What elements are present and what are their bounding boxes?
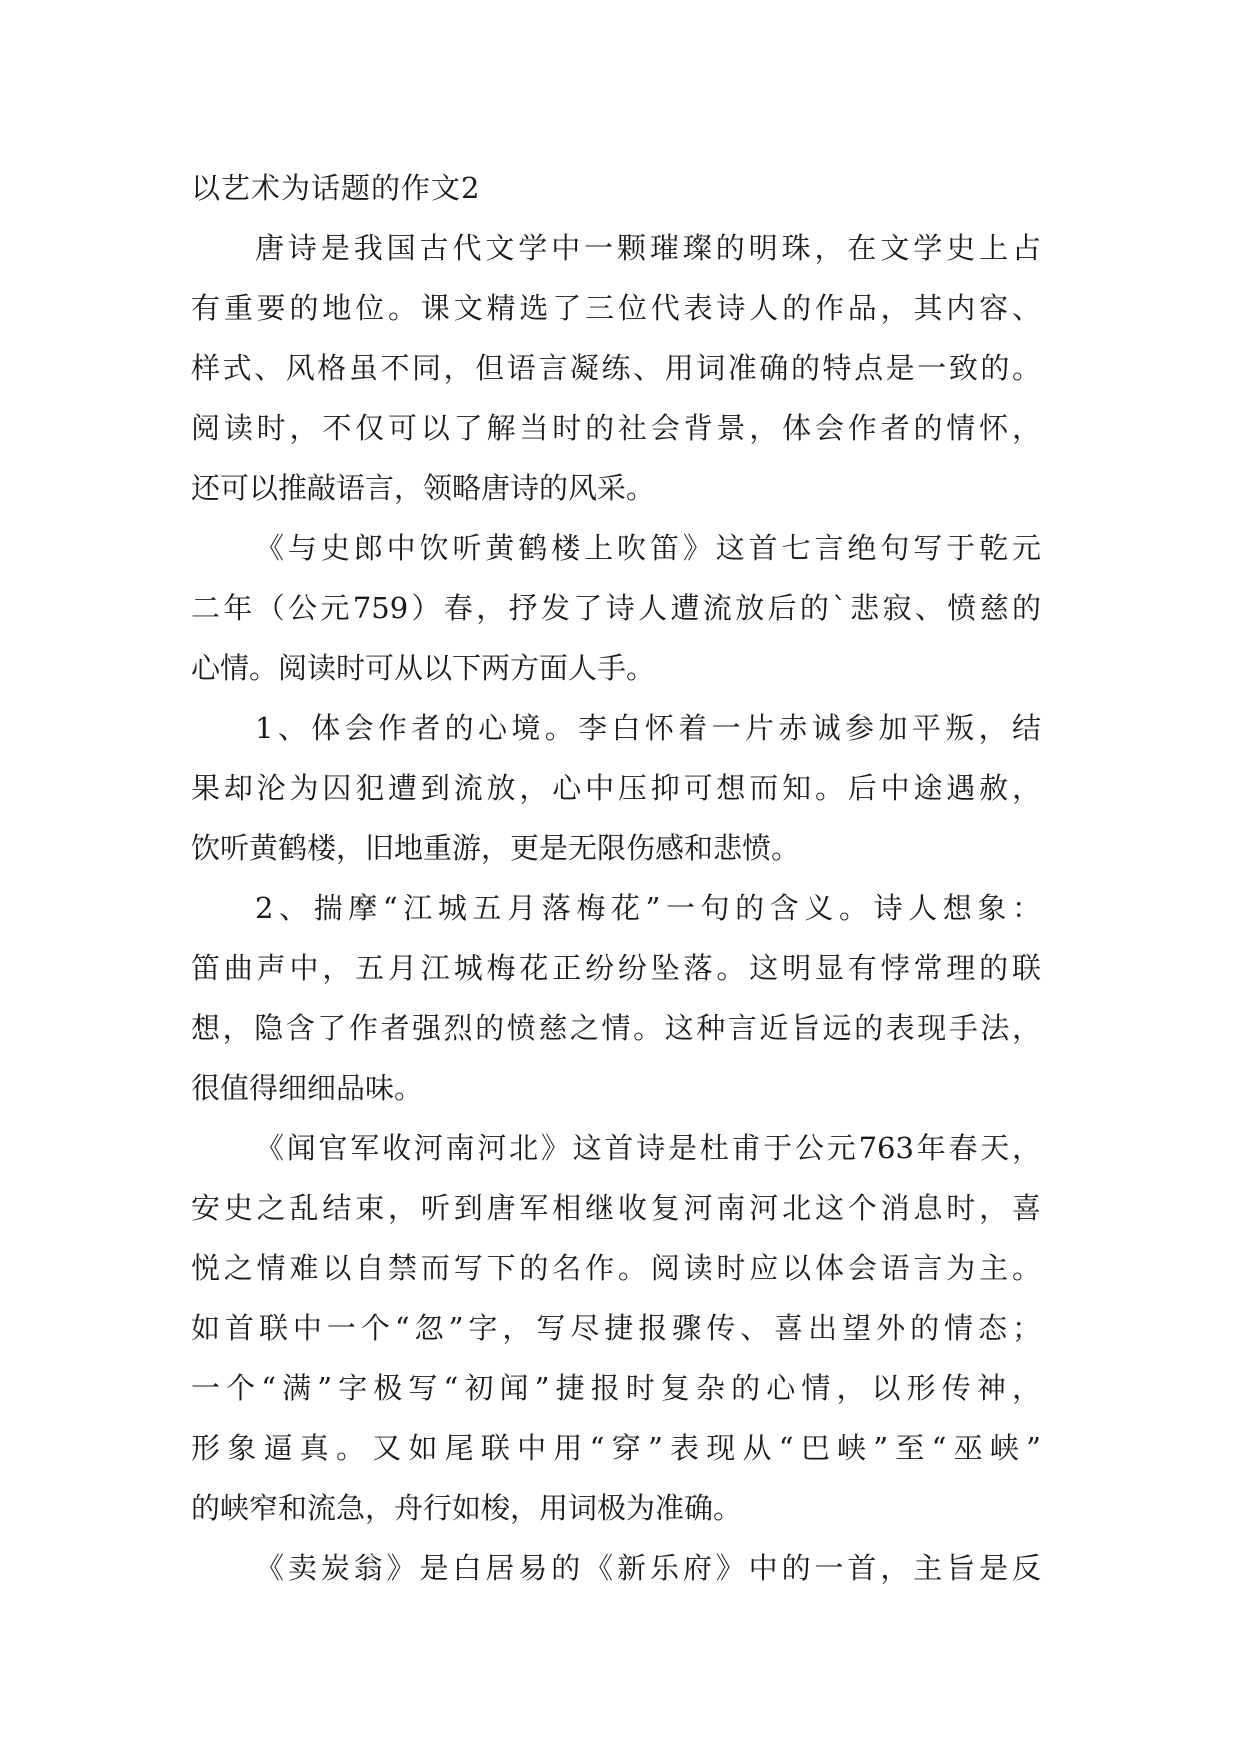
paragraph-line: 很值得细细品味。 — [191, 1071, 424, 1105]
paragraph-line: 还可以推敲语言，领略唐诗的风采。 — [191, 471, 656, 505]
paragraph-line: 果却沦为囚犯遭到流放，心中压抑可想而知。后中途遇赦， — [191, 771, 1041, 805]
paragraph-line: 《卖炭翁》是白居易的《新乐府》中的一首，主旨是反 — [255, 1551, 1041, 1585]
paragraph-line: 《闻官军收河南河北》这首诗是杜甫于公元763年春天， — [255, 1131, 1041, 1165]
document-title: 以艺术为话题的作文2 — [191, 171, 481, 205]
paragraph-line: 《与史郎中饮听黄鹤楼上吹笛》这首七言绝句写于乾元 — [255, 531, 1041, 565]
paragraph-line: 一个“满”字极写“初闻”捷报时复杂的心情，以形传神， — [191, 1371, 1041, 1405]
paragraph-line: 2、揣摩“江城五月落梅花”一句的含义。诗人想象： — [255, 891, 1041, 925]
paragraph-line: 的峡窄和流急，舟行如梭，用词极为准确。 — [191, 1491, 743, 1525]
paragraph-line: 1、体会作者的心境。李白怀着一片赤诚参加平叛，结 — [255, 711, 1041, 745]
paragraph-line: 安史之乱结束，听到唐军相继收复河南河北这个消息时，喜 — [191, 1191, 1041, 1225]
paragraph-line: 如首联中一个“忽”字，写尽捷报骤传、喜出望外的情态； — [191, 1311, 1041, 1345]
paragraph-line: 悦之情难以自禁而写下的名作。阅读时应以体会语言为主。 — [191, 1251, 1041, 1285]
paragraph-line: 心情。阅读时可从以下两方面人手。 — [191, 651, 656, 685]
paragraph-line: 想，隐含了作者强烈的愤慈之情。这种言近旨远的表现手法， — [191, 1011, 1041, 1045]
paragraph-line: 形象逼真。又如尾联中用“穿”表现从“巴峡”至“巫峡” — [191, 1431, 1041, 1465]
paragraph-line: 样式、风格虽不同，但语言凝练、用词准确的特点是一致的。 — [191, 351, 1041, 385]
paragraph-line: 二年（公元759）春，抒发了诗人遭流放后的`悲寂、愤慈的 — [191, 591, 1041, 625]
paragraph-line: 唐诗是我国古代文学中一颗璀璨的明珠，在文学史上占 — [255, 231, 1041, 265]
paragraph-line: 有重要的地位。课文精选了三位代表诗人的作品，其内容、 — [191, 291, 1041, 325]
paragraph-line: 笛曲声中，五月江城梅花正纷纷坠落。这明显有悖常理的联 — [191, 951, 1041, 985]
paragraph-line: 阅读时，不仅可以了解当时的社会背景，体会作者的情怀， — [191, 411, 1041, 445]
paragraph-line: 饮听黄鹤楼，旧地重游，更是无限伤感和悲愤。 — [191, 831, 801, 865]
